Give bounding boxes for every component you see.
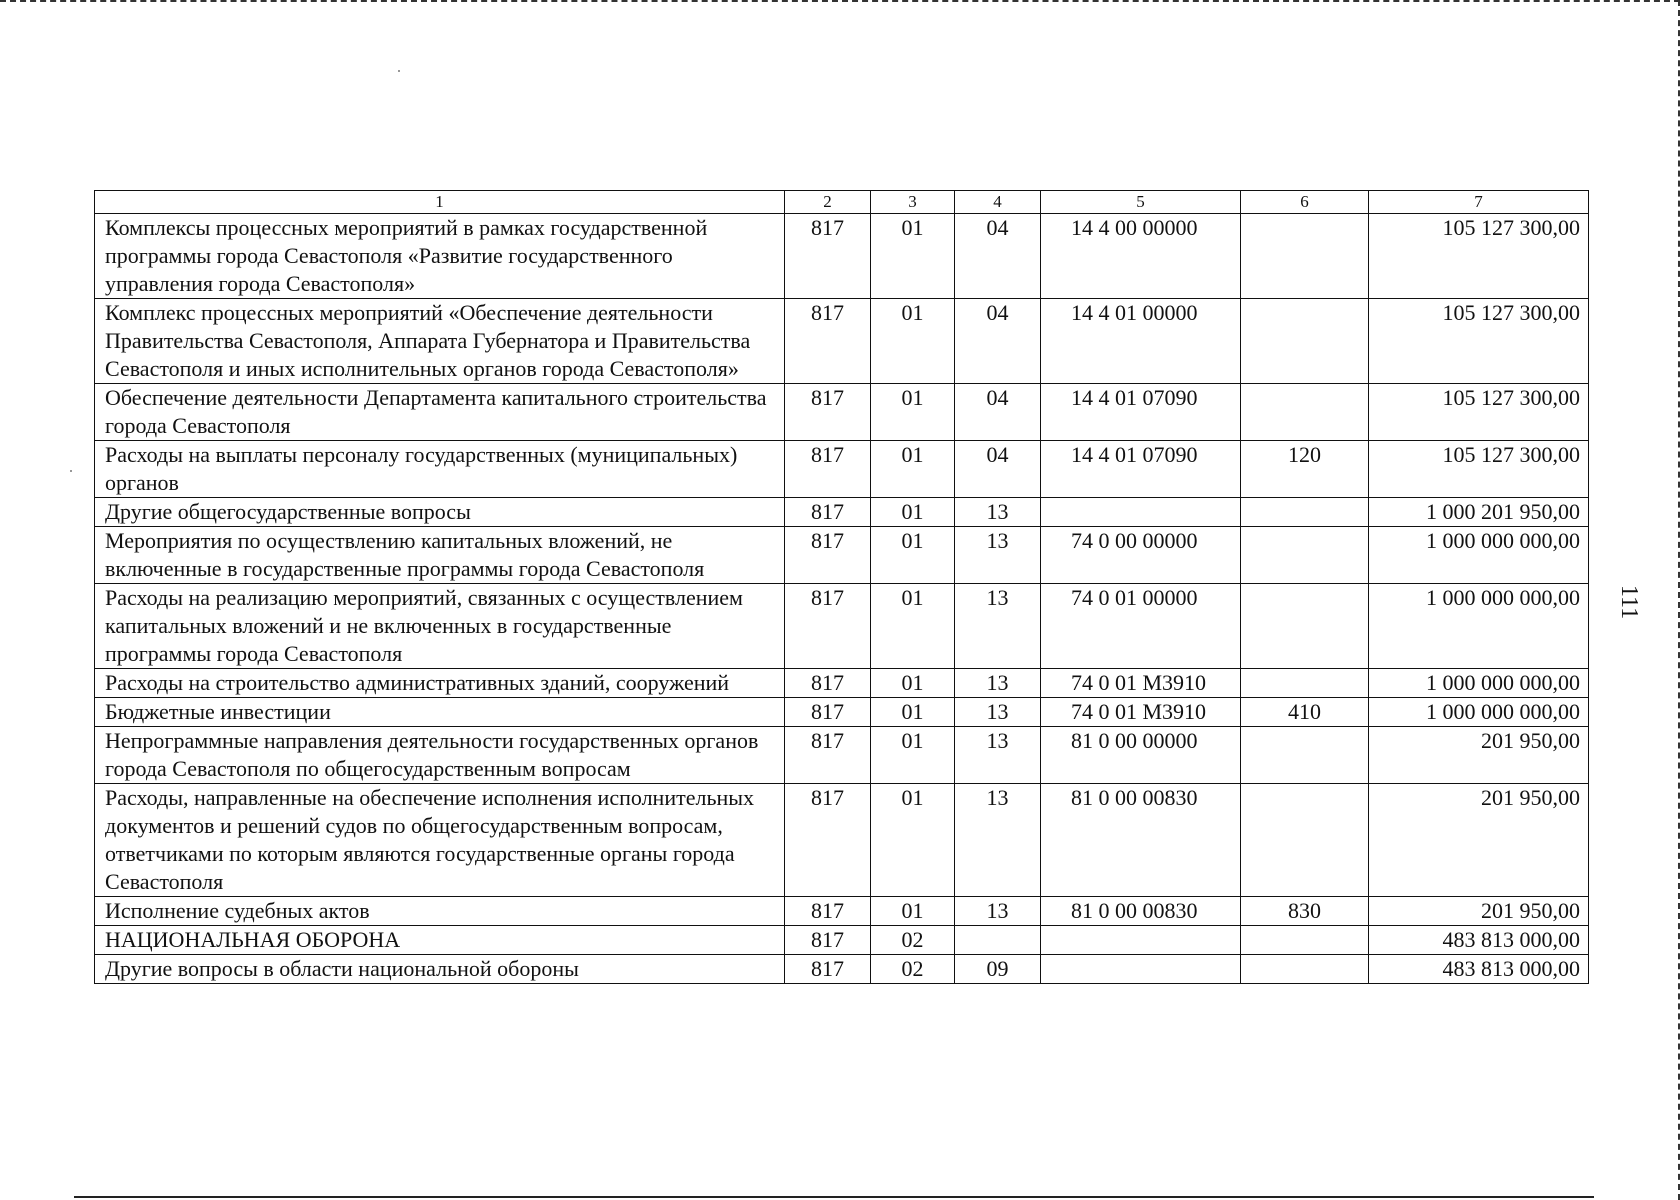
subsection-code-cell: 13 bbox=[955, 584, 1041, 669]
section-code-cell: 01 bbox=[871, 698, 955, 727]
chapter-code-cell: 817 bbox=[785, 498, 871, 527]
header-cell: 6 bbox=[1241, 191, 1369, 214]
amount-cell: 483 813 000,00 bbox=[1369, 926, 1589, 955]
scan-speck bbox=[398, 70, 400, 72]
expense-type-cell: 410 bbox=[1241, 698, 1369, 727]
section-code-cell: 01 bbox=[871, 299, 955, 384]
subsection-code-cell: 13 bbox=[955, 669, 1041, 698]
expense-type-cell bbox=[1241, 955, 1369, 984]
chapter-code-cell: 817 bbox=[785, 527, 871, 584]
target-article-cell: 14 4 01 07090 bbox=[1041, 441, 1241, 498]
table-row bbox=[95, 897, 1589, 926]
table-row bbox=[95, 384, 1589, 441]
amount-cell: 105 127 300,00 bbox=[1369, 299, 1589, 384]
chapter-code-cell: 817 bbox=[785, 384, 871, 441]
table-row bbox=[95, 527, 1589, 584]
name-cell: Расходы на выплаты персоналу государственных (муниципальных) органов bbox=[95, 441, 785, 498]
section-code-cell: 01 bbox=[871, 897, 955, 926]
target-article-cell: 74 0 01 М3910 bbox=[1041, 698, 1241, 727]
section-code-cell: 01 bbox=[871, 584, 955, 669]
target-article-cell bbox=[1041, 498, 1241, 527]
expense-type-cell bbox=[1241, 926, 1369, 955]
expense-type-cell bbox=[1241, 214, 1369, 299]
table-row bbox=[95, 926, 1589, 955]
table-row bbox=[95, 698, 1589, 727]
name-cell: Расходы на строительство административных зданий, сооружений bbox=[95, 669, 785, 698]
subsection-code-cell: 04 bbox=[955, 299, 1041, 384]
name-cell: Обеспечение деятельности Департамента капитального строительства города Севастополя bbox=[95, 384, 785, 441]
subsection-code-cell: 13 bbox=[955, 727, 1041, 784]
section-code-cell: 01 bbox=[871, 669, 955, 698]
target-article-cell: 81 0 00 00000 bbox=[1041, 727, 1241, 784]
target-article-cell: 74 0 01 00000 bbox=[1041, 584, 1241, 669]
amount-cell: 1 000 000 000,00 bbox=[1369, 527, 1589, 584]
subsection-code-cell: 04 bbox=[955, 384, 1041, 441]
name-cell: Исполнение судебных актов bbox=[95, 897, 785, 926]
amount-cell: 105 127 300,00 bbox=[1369, 214, 1589, 299]
target-article-cell: 81 0 00 00830 bbox=[1041, 784, 1241, 897]
amount-cell: 1 000 000 000,00 bbox=[1369, 669, 1589, 698]
section-code-cell: 01 bbox=[871, 527, 955, 584]
subsection-code-cell: 13 bbox=[955, 784, 1041, 897]
header-cell: 4 bbox=[955, 191, 1041, 214]
subsection-code-cell bbox=[955, 926, 1041, 955]
table-row bbox=[95, 441, 1589, 498]
expense-type-cell: 830 bbox=[1241, 897, 1369, 926]
bottom-rule bbox=[74, 1196, 1594, 1198]
name-cell: Расходы на реализацию мероприятий, связанных с осуществлением капитальных вложений и не включенных в государственные программы города Севастополя bbox=[95, 584, 785, 669]
page-number: 111 bbox=[1616, 584, 1643, 620]
scan-speck bbox=[70, 470, 72, 472]
header-cell: 7 bbox=[1369, 191, 1589, 214]
expense-type-cell bbox=[1241, 669, 1369, 698]
chapter-code-cell: 817 bbox=[785, 441, 871, 498]
name-cell: Бюджетные инвестиции bbox=[95, 698, 785, 727]
subsection-code-cell: 04 bbox=[955, 214, 1041, 299]
subsection-code-cell: 13 bbox=[955, 527, 1041, 584]
table-row bbox=[95, 784, 1589, 897]
amount-cell: 1 000 201 950,00 bbox=[1369, 498, 1589, 527]
target-article-cell: 14 4 00 00000 bbox=[1041, 214, 1241, 299]
expense-type-cell bbox=[1241, 527, 1369, 584]
expense-type-cell bbox=[1241, 384, 1369, 441]
target-article-cell: 81 0 00 00830 bbox=[1041, 897, 1241, 926]
section-code-cell: 01 bbox=[871, 784, 955, 897]
table-body bbox=[95, 214, 1589, 984]
amount-cell: 105 127 300,00 bbox=[1369, 384, 1589, 441]
subsection-code-cell: 04 bbox=[955, 441, 1041, 498]
name-cell: Другие вопросы в области национальной обороны bbox=[95, 955, 785, 984]
name-cell: НАЦИОНАЛЬНАЯ ОБОРОНА bbox=[95, 926, 785, 955]
chapter-code-cell: 817 bbox=[785, 214, 871, 299]
expense-type-cell bbox=[1241, 727, 1369, 784]
table-row bbox=[95, 299, 1589, 384]
header-cell: 5 bbox=[1041, 191, 1241, 214]
expense-type-cell: 120 bbox=[1241, 441, 1369, 498]
subsection-code-cell: 13 bbox=[955, 698, 1041, 727]
name-cell: Комплексы процессных мероприятий в рамках государственной программы города Севастополя «Развитие государственного управления города Севастополя» bbox=[95, 214, 785, 299]
subsection-code-cell: 13 bbox=[955, 897, 1041, 926]
name-cell: Непрограммные направления деятельности государственных органов города Севастополя по общегосударственным вопросам bbox=[95, 727, 785, 784]
expense-type-cell bbox=[1241, 584, 1369, 669]
section-code-cell: 01 bbox=[871, 727, 955, 784]
section-code-cell: 01 bbox=[871, 384, 955, 441]
chapter-code-cell: 817 bbox=[785, 955, 871, 984]
subsection-code-cell: 13 bbox=[955, 498, 1041, 527]
section-code-cell: 02 bbox=[871, 926, 955, 955]
budget-table bbox=[94, 190, 1589, 984]
table-header-row bbox=[95, 191, 1589, 214]
target-article-cell: 74 0 01 М3910 bbox=[1041, 669, 1241, 698]
section-code-cell: 01 bbox=[871, 214, 955, 299]
chapter-code-cell: 817 bbox=[785, 299, 871, 384]
scan-border-top bbox=[0, 0, 1680, 2]
header-cell: 1 bbox=[95, 191, 785, 214]
chapter-code-cell: 817 bbox=[785, 897, 871, 926]
chapter-code-cell: 817 bbox=[785, 926, 871, 955]
table-row bbox=[95, 498, 1589, 527]
target-article-cell: 14 4 01 00000 bbox=[1041, 299, 1241, 384]
header-cell: 2 bbox=[785, 191, 871, 214]
name-cell: Расходы, направленные на обеспечение исполнения исполнительных документов и решений судов по общегосударственным вопросам, ответчиками по которым являются государственные органы города Севастополя bbox=[95, 784, 785, 897]
expense-type-cell bbox=[1241, 299, 1369, 384]
table-row bbox=[95, 584, 1589, 669]
subsection-code-cell: 09 bbox=[955, 955, 1041, 984]
table-row bbox=[95, 669, 1589, 698]
target-article-cell: 74 0 00 00000 bbox=[1041, 527, 1241, 584]
amount-cell: 1 000 000 000,00 bbox=[1369, 584, 1589, 669]
target-article-cell bbox=[1041, 926, 1241, 955]
name-cell: Мероприятия по осуществлению капитальных вложений, не включенные в государственные программы города Севастополя bbox=[95, 527, 785, 584]
section-code-cell: 02 bbox=[871, 955, 955, 984]
amount-cell: 201 950,00 bbox=[1369, 727, 1589, 784]
target-article-cell bbox=[1041, 955, 1241, 984]
chapter-code-cell: 817 bbox=[785, 584, 871, 669]
amount-cell: 201 950,00 bbox=[1369, 784, 1589, 897]
name-cell: Комплекс процессных мероприятий «Обеспечение деятельности Правительства Севастополя, Аппарата Губернатора и Правительства Севастополя и иных исполнительных органов города Севастополя» bbox=[95, 299, 785, 384]
table-row bbox=[95, 955, 1589, 984]
amount-cell: 1 000 000 000,00 bbox=[1369, 698, 1589, 727]
table-row bbox=[95, 214, 1589, 299]
expense-type-cell bbox=[1241, 784, 1369, 897]
amount-cell: 483 813 000,00 bbox=[1369, 955, 1589, 984]
chapter-code-cell: 817 bbox=[785, 784, 871, 897]
target-article-cell: 14 4 01 07090 bbox=[1041, 384, 1241, 441]
chapter-code-cell: 817 bbox=[785, 698, 871, 727]
amount-cell: 105 127 300,00 bbox=[1369, 441, 1589, 498]
section-code-cell: 01 bbox=[871, 498, 955, 527]
table-row bbox=[95, 727, 1589, 784]
chapter-code-cell: 817 bbox=[785, 727, 871, 784]
expense-type-cell bbox=[1241, 498, 1369, 527]
chapter-code-cell: 817 bbox=[785, 669, 871, 698]
name-cell: Другие общегосударственные вопросы bbox=[95, 498, 785, 527]
amount-cell: 201 950,00 bbox=[1369, 897, 1589, 926]
section-code-cell: 01 bbox=[871, 441, 955, 498]
header-cell: 3 bbox=[871, 191, 955, 214]
